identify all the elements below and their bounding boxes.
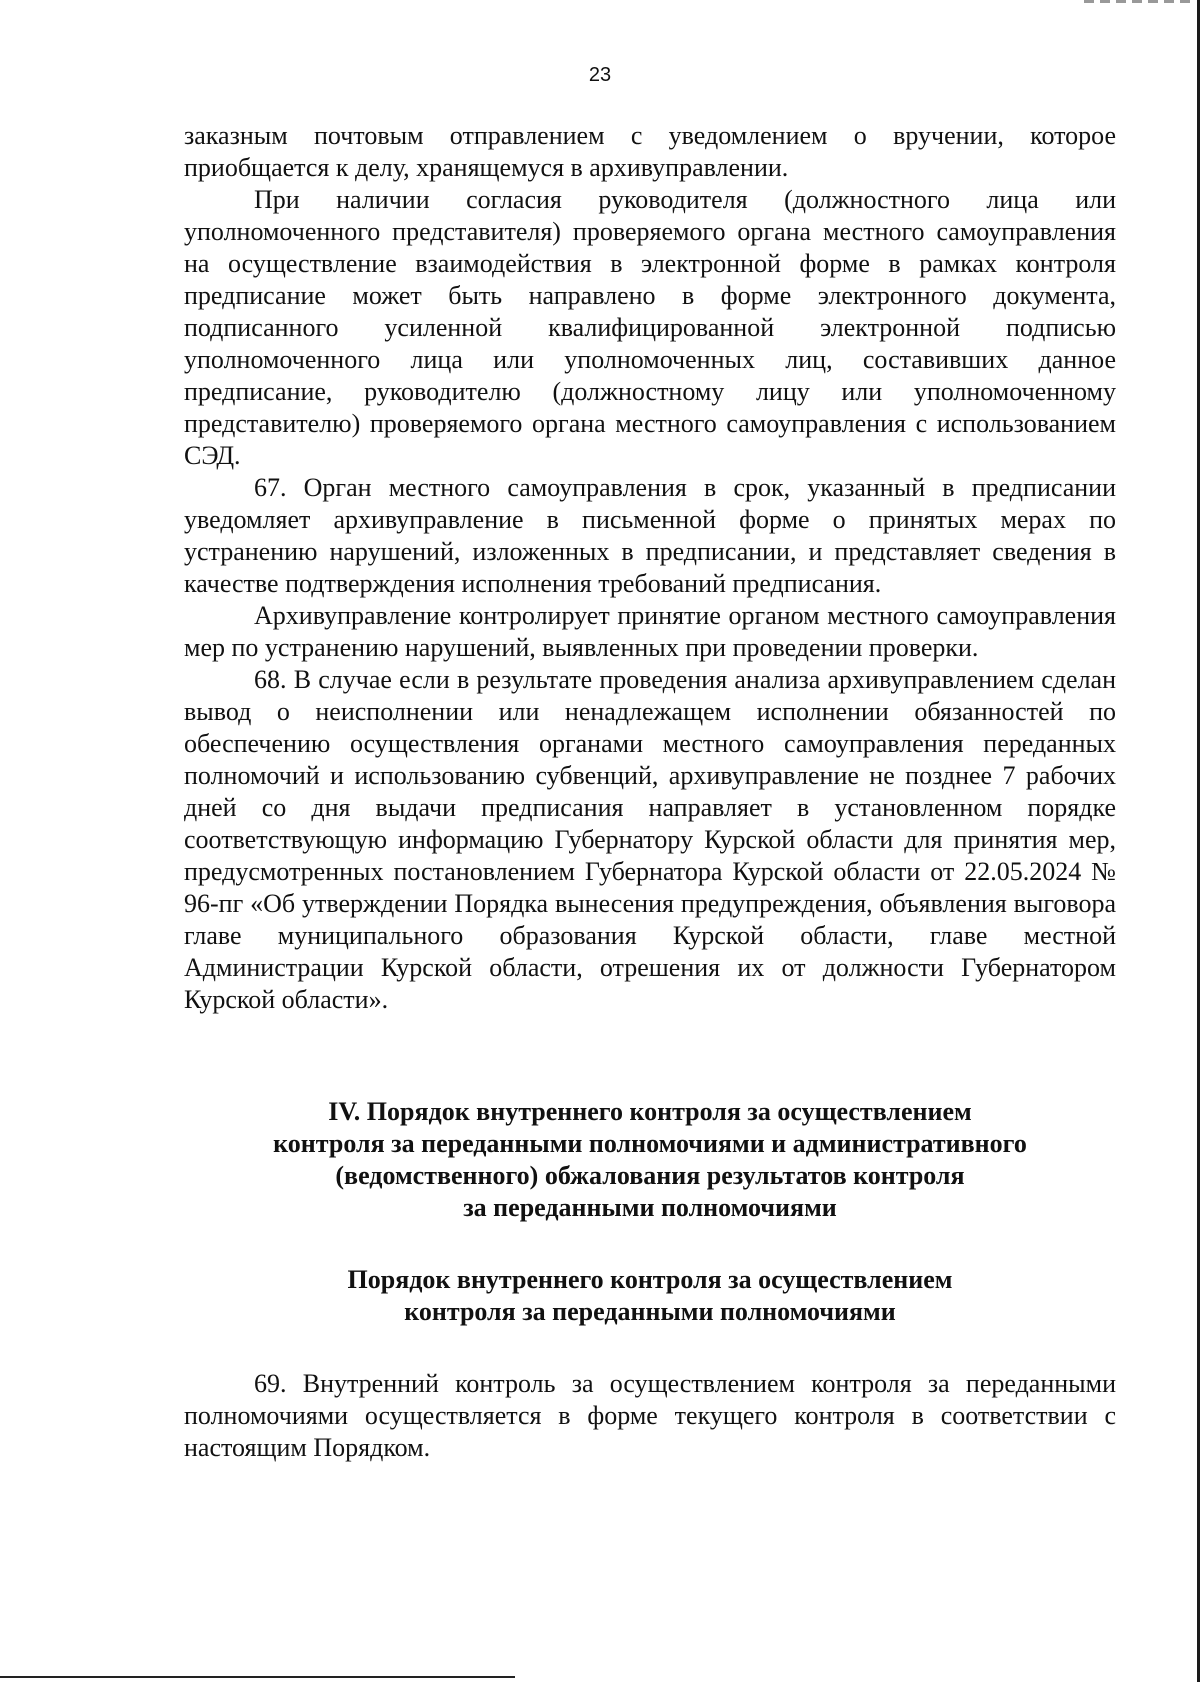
subsection-heading (184, 1264, 1116, 1328)
footer-rule (0, 1676, 515, 1678)
paragraph-electronic-form: При наличии согласия руководителя (должностного лица или уполномоченного представителя) проверяемого органа местного самоуправления на осуществление взаимодействия в электронной форме в рамках контроля предписание может быть направлено в форме электронного документа, подписанного усиленной квалифицированной электронной подписью уполномоченного лица или уполномоченных лиц, составивших данное предписание, руководителю (должностному лицу или уполномоченному представителю) проверяемого органа местного самоуправления с использованием СЭД. (184, 185, 1116, 470)
spacer (184, 1224, 1116, 1264)
page-number: 23 (588, 64, 612, 86)
section-heading-line: IV. Порядок внутреннего контроля за осуществлением (328, 1097, 972, 1126)
scan-artifact (1084, 0, 1194, 3)
section-heading (184, 1096, 1116, 1224)
subsection-heading-line: контроля за переданными полномочиями (404, 1297, 896, 1326)
spacer (184, 1016, 1116, 1096)
document-body (184, 120, 1116, 1464)
paragraph-67: 67. Орган местного самоуправления в срок, указанный в предписании уведомляет архивуправление в письменной форме о принятых мерах по устранению нарушений, изложенных в предписании, и представляет сведения в качестве подтверждения исполнения требований предписания. (184, 473, 1116, 598)
spacer (184, 1328, 1116, 1368)
paragraph-69: 69. Внутренний контроль за осуществлением контроля за переданными полномочиями осуществляется в форме текущего контроля в соответствии с настоящим Порядком. (184, 1369, 1116, 1462)
paragraph-continuation: заказным почтовым отправлением с уведомлением о вручении, которое приобщается к делу, хранящемуся в архивуправлении. (184, 121, 1116, 182)
section-heading-line: (ведомственного) обжалования результатов контроля (335, 1161, 965, 1190)
section-heading-line: за переданными полномочиями (463, 1193, 837, 1222)
paragraph-68: 68. В случае если в результате проведения анализа архивуправлением сделан вывод о неисполнении или ненадлежащем исполнении обязанностей по обеспечению осуществления органами местного самоуправления переданных полномочий и использованию субвенций, архивуправление не позднее 7 рабочих дней со дня выдачи предписания направляет в установленном порядке соответствующую информацию Губернатору Курской области для принятия мер, предусмотренных постановлением Губернатора Курской области от 22.05.2024 № 96-пг «Об утверждении Порядка вынесения предупреждения, объявления выговора главе муниципального образования Курской области, главе местной Администрации Курской области, отрешения их от должности Губернатором Курской области». (184, 665, 1116, 1014)
section-heading-line: контроля за переданными полномочиями и административного (273, 1129, 1027, 1158)
paragraph-control: Архивуправление контролирует принятие органом местного самоуправления мер по устранению нарушений, выявленных при проведении проверки. (184, 601, 1116, 662)
subsection-heading-line: Порядок внутреннего контроля за осуществлением (347, 1265, 953, 1294)
